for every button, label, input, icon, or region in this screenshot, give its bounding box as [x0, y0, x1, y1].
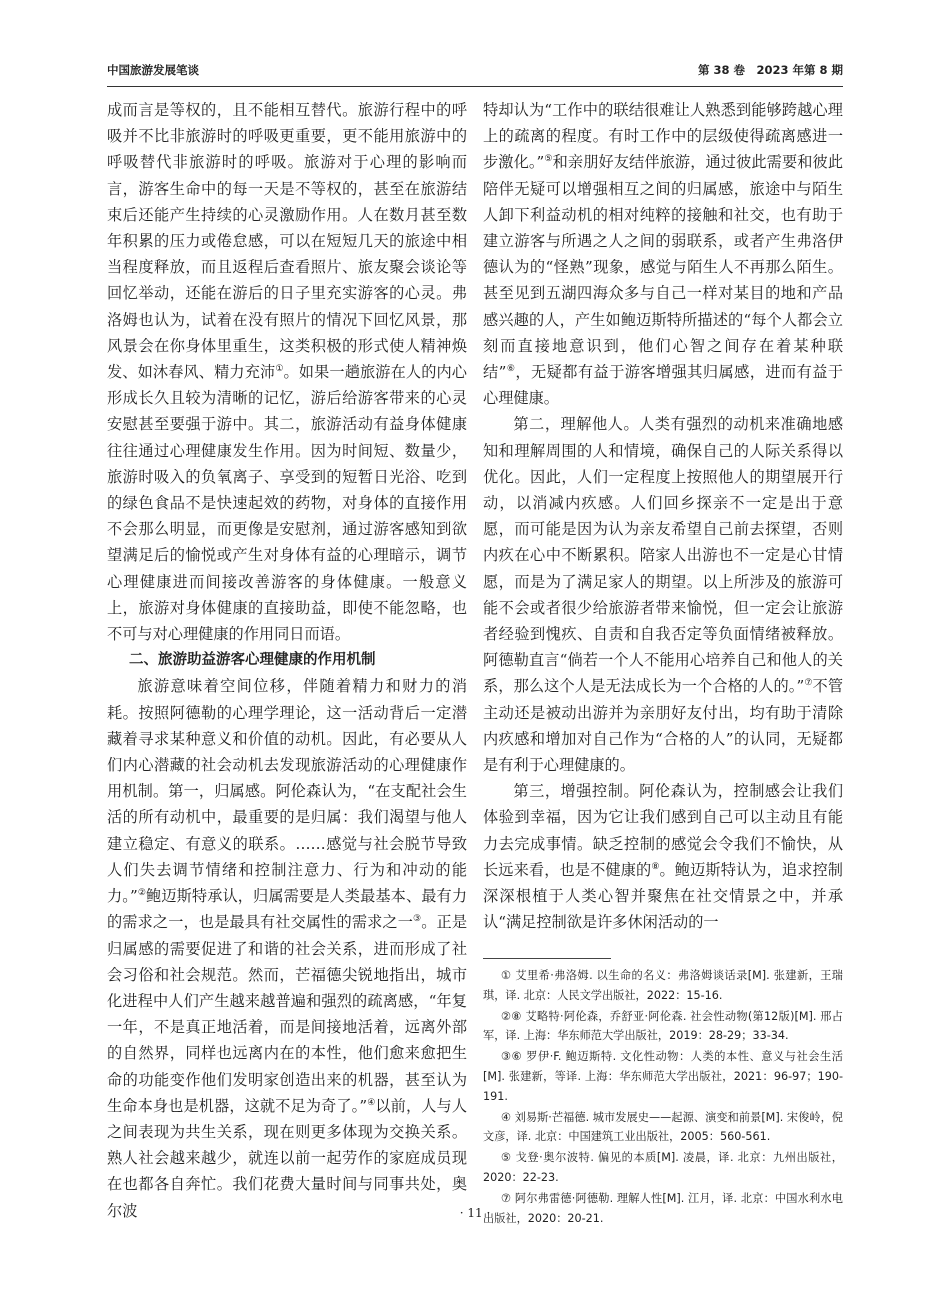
paragraph: 第三，增强控制。阿伦森认为，控制感会让我们体验到幸福，因为它让我们感到自己可以主动且有能力去完成事情。缺乏控制的感觉会令我们不愉快，从长远来看，也是不健康的⑧。鲍迈斯特认为，追求控制深深根植于人类心智并聚焦在社交情景之中，并承认“满足控制欲是许多休闲活动的一 — [483, 782, 843, 932]
running-header — [107, 58, 843, 87]
footnote-ref[interactable]: ④ — [367, 1097, 376, 1108]
page-number: · 11 · — [459, 1206, 491, 1220]
footnote: ⑦ 阿尔弗雷德·阿德勒. 理解人性[M]. 江月，译. 北京：中国水利水电出版社，2020：20-21. — [483, 1191, 843, 1225]
paragraph: 成而言是等权的，且不能相互替代。旅游行程中的呼吸并不比非旅游时的呼吸更重要，更不能用旅游中的呼吸替代非旅游时的呼吸。旅游对于心理的影响而言，游客生命中的每一天是不等权的，甚至在旅游结束后还能产生持续的心灵激励作用。人在数月甚至数年积累的压力或倦怠感，可以在短短几天的旅途中相当程度释放，而且返程后查看照片、旅友聚会谈论等回忆举动，还能在游后的日子里充实游客的心灵。弗洛姆也认为，试着在没有照片的情况下回忆风景，那风景会在你身体里重生，这类积极的形式使人精神焕发、如沐春风、精力充沛①。如果一趟旅游在人的内心形成长久且较为清晰的记忆，游后给游客带来的心灵安慰甚至要强于游中。其二，旅游活动有益身体健康往往通过心理健康发生作用。因为时间短、数量少，旅游时吸入的负氧离子、享受到的短暂日光浴、吃到的绿色食品不是快速起效的药物，对身体的直接作用不会那么明显，而更像是安慰剂，通过游客感知到欲望满足后的愉悦或产生对身体有益的心理暗示，调节心理健康进而间接改善游客的身体健康。一般意义上，旅游对身体健康的直接助益，即使不能忽略，也不可与对心理健康的作用同日而语。 — [107, 101, 467, 644]
right-column — [483, 97, 843, 936]
section-heading: 二、旅游助益游客心理健康的作用机制 — [129, 652, 376, 669]
footnote-ref[interactable]: ⑦ — [804, 678, 813, 689]
paragraph: 旅游意味着空间位移，伴随着精力和财力的消耗。按照阿德勒的心理学理论，这一活动背后一定潜藏着寻求某种意义和价值的动机。因此，有必要从人们内心潜藏的社会动机去发现旅游活动的心理健康作用机制。第一，归属感。阿伦森认为，“在支配社会生活的所有动机中，最重要的是归属：我们渴望与他人建立稳定、有意义的联系。……感觉与社会脱节导致人们失去调节情绪和控制注意力、行为和冲动的能力。”②鲍迈斯特承认，归属需要是人类最基本、最有力的需求之一，也是最具有社交属性的需求之一③。正是归属感的需要促进了和谐的社会关系，进而形成了社会习俗和社会规范。然而，芒福德尖锐地指出，城市化进程中人们产生越来越普遍和强烈的疏离感，“年复一年，不是真正地活着，而是间接地活着，远离外部的自然界，同样也远离内在的本性，他们愈来愈把生命的功能变作他们发明家创造出来的机器，甚至认为生命本身也是机器，这就不足为奇了。”④以前，人与人之间表现为共生关系，现在则更多体现为交换关系。熟人社会越来越少，就连以前一起劳作的家庭成员现在也都各自奔忙。我们花费大量时间与同事共处，奥尔波 — [107, 677, 468, 1220]
footnote: ③⑥ 罗伊·F. 鲍迈斯特. 文化性动物：人类的本性、意义与社会生活[M]. 张建新，等译. 上海：华东师范大学出版社，2021：96-97；190-191. — [483, 1050, 843, 1103]
footnotes — [483, 966, 843, 1229]
footnote-ref[interactable]: ⑥ — [506, 364, 516, 375]
footnote-ref[interactable]: ② — [137, 888, 147, 899]
footnote: ④ 刘易斯·芒福德. 城市发展史——起源、演变和前景[M]. 宋俊岭，倪文彦，译. 北京：中国建筑工业出版社，2005：560-561. — [483, 1110, 843, 1144]
paragraph: 特却认为“工作中的联结很难让人熟悉到能够跨越心理上的疏离的程度。有时工作中的层级使得疏离感进一步激化。”⑤和亲朋好友结伴旅游，通过彼此需要和彼此陪伴无疑可以增强相互之间的归属感，旅途中与陌生人卸下利益动机的相对纯粹的接触和社交，也有助于建立游客与所遇之人之间的弱联系，或者产生弗洛伊德认为的“怪熟”现象，感觉与陌生人不再那么陌生。甚至见到五湖四海众多与自己一样对某目的地和产品感兴趣的人，产生如鲍迈斯特所描述的“每个人都会立刻而直接地意识到，他们心智之间存在着某种联结”⑥，无疑都有益于游客增强其归属感，进而有益于心理健康。 — [483, 101, 844, 408]
left-column — [107, 97, 467, 1224]
footnote-divider — [483, 958, 611, 959]
footnote-ref[interactable]: ③ — [413, 914, 422, 925]
footnote: ① 艾里希·弗洛姆. 以生命的名义：弗洛姆谈话录[M]. 张建新，王瑞琪，译. 北京：人民文学出版社，2022：15-16. — [483, 969, 843, 1002]
footnote: ②⑧ 艾略特·阿伦森，乔舒亚·阿伦森. 社会性动物(第12版)[M]. 邢占军，译. 上海：华东师范大学出版社，2019：28-29；33-34. — [483, 1009, 843, 1043]
footnote-ref[interactable]: ⑤ — [544, 154, 553, 165]
footnote-ref[interactable]: ⑧ — [651, 861, 660, 872]
footnote: ⑤ 戈登·奥尔波特. 偏见的本质[M]. 凌晨，译. 北京：九州出版社，2020：22-23. — [483, 1151, 843, 1184]
footnote-ref[interactable]: ① — [275, 364, 284, 375]
issue-info: 第 38 卷 2023 年第 8 期 — [697, 63, 843, 77]
paragraph: 第二，理解他人。人类有强烈的动机来准确地感知和理解周围的人和情境，确保自己的人际关系得以优化。因此，人们一定程度上按照他人的期望展开行动，以消减内疚感。人们回乡探亲不一定是出于意愿，而可能是因为认为亲友希望自己前去探望，否则内疚在心中不断累积。陪家人出游也不一定是心甘情愿，而是为了满足家人的期望。以上所涉及的旅游可能不会或者很少给旅游者带来愉悦，但一定会让旅游者经验到愧疚、自责和自我否定等负面情绪被释放。阿德勒直言“倘若一个人不能用心培养自己和他人的关系，那么这个人是无法成长为一个合格的人的。”⑦不管主动还是被动出游并为亲朋好友付出，均有助于清除内疚感和增加对自己作为“合格的人”的认同，无疑都是有利于心理健康的。 — [483, 415, 844, 775]
journal-title: 中国旅游发展笔谈 — [107, 63, 199, 77]
